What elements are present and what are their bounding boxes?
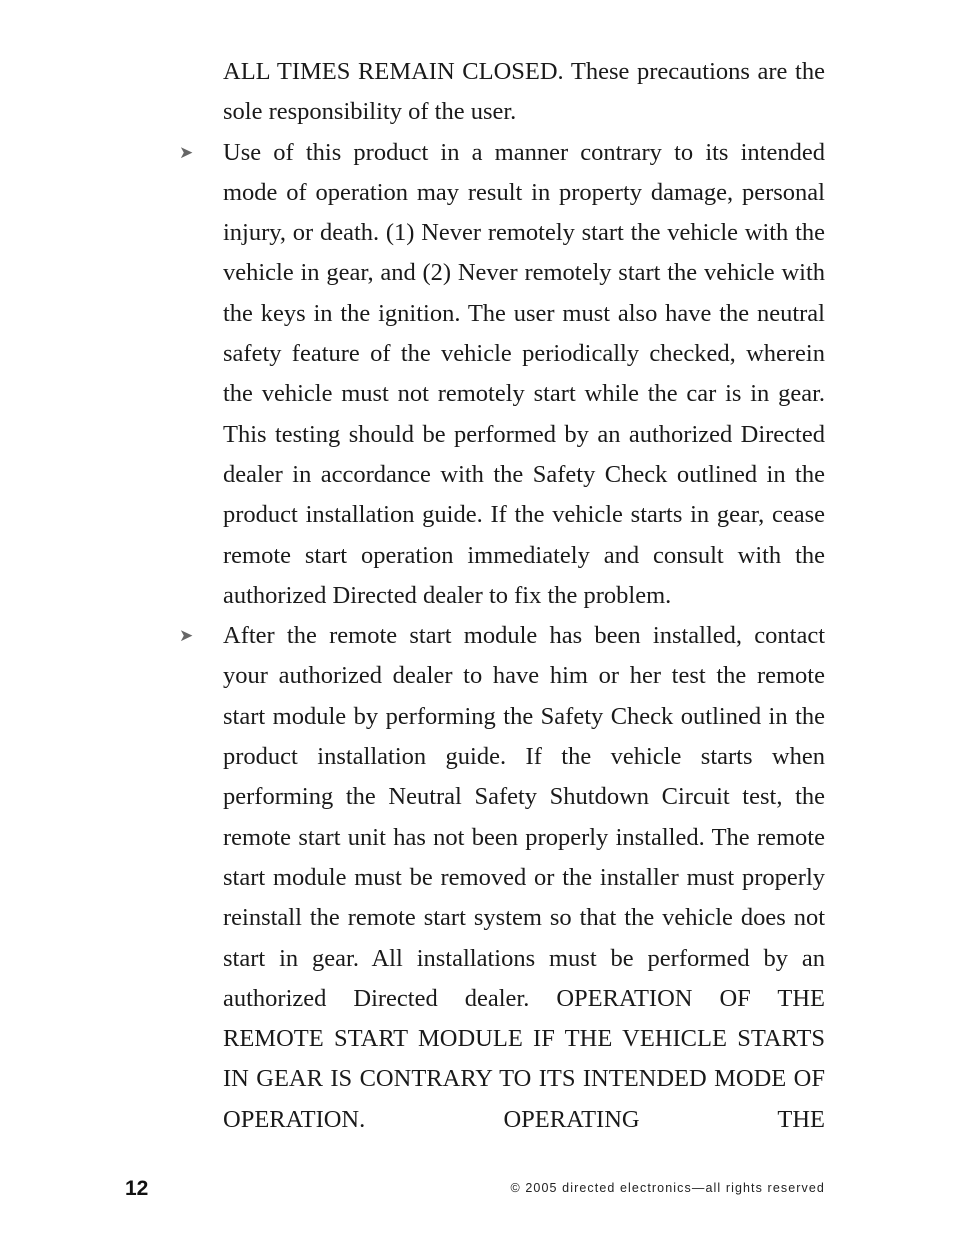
bullet-item-neutral-safety (179, 133, 825, 617)
arrow-bullet-icon: ➤ (179, 142, 194, 163)
copyright-notice: © 2005 directed electronics—all rights reserved (510, 1181, 825, 1195)
bullet-paragraph: Use of this product in a manner contrary to its intended mode of operation may result in property damage, personal injury, or death. (1) Never remotely start the vehicle with the vehicle in gear, and (2) Never remotely start the vehicle with the keys in the ignition. The user must also have the neutral safety feature of the vehicle periodically checked, wherein the vehicle must not remotely start while the car is in gear. This testing should be performed by an authorized Directed dealer in accordance with the Safety Check outlined in the product installation guide. If the vehicle starts in gear, cease remote start operation immediately and consult with the authorized Directed dealer to fix the problem. (223, 138, 825, 609)
bullet-paragraph: After the remote start module has been installed, contact your authorized dealer to have him or her test the remote start module by performing the Safety Check outlined in the product installation guide. If the vehicle starts when performing the Neutral Safety Shutdown Circuit test, the remote start unit has not been properly installed. The remote start module must be removed or the installer must properly reinstall the remote start system so that the vehicle does not start in gear. All installations must be performed by an authorized Directed dealer. OPERATION OF THE REMOTE START MODULE IF THE VEHICLE STARTS IN GEAR IS CONTRARY TO ITS INTENDED MODE OF OPERATION. OPERATING THE (223, 622, 825, 1133)
arrow-bullet-icon: ➤ (179, 626, 194, 647)
bullet-item-installation-check (179, 616, 825, 1140)
intro-paragraph: ALL TIMES REMAIN CLOSED. These precautions are the sole responsibility of the user. (223, 58, 825, 126)
page-number: 12 (125, 1177, 149, 1200)
page-body (179, 52, 825, 1140)
